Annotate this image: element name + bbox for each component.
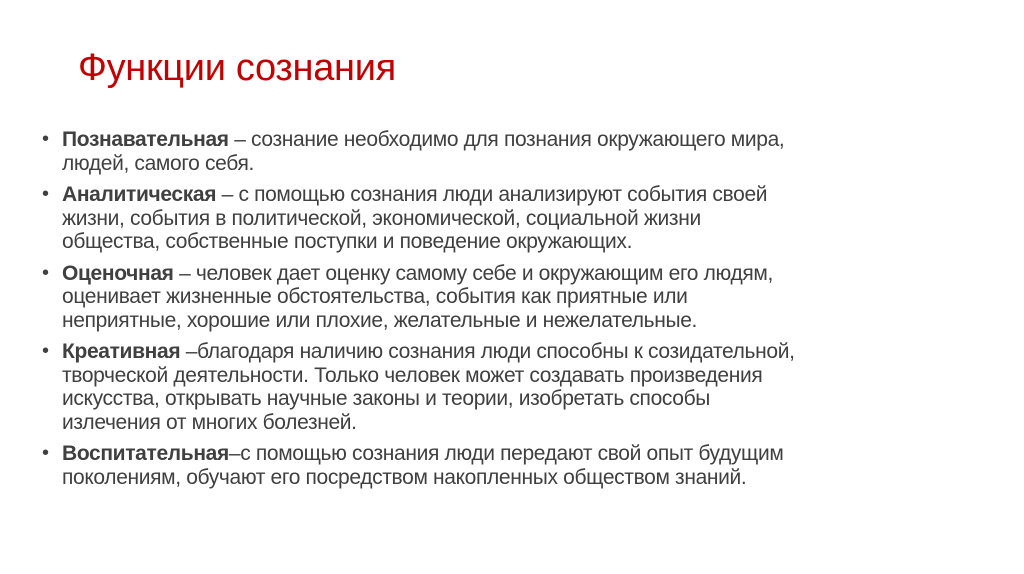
bullet-term: Оценочная [62,261,174,285]
bullet-line: неприятные, хорошие или плохие, желательные и нежелательные. [62,308,698,332]
bullet-line [62,262,990,286]
bullet-line [62,340,990,364]
bullet-line: людей, самого себя. [62,151,254,175]
bullet-text: – сознание необходимо для познания окружающего мира, [228,128,785,151]
bullet-term: Аналитическая [62,183,217,206]
bullet-dot-icon: • [42,442,49,464]
bullet-list [40,128,990,497]
bullet-line [62,128,990,152]
bullet-line: общества, собственные поступки и поведение окружающих. [62,230,633,253]
bullet-item-evaluative [40,262,990,333]
bullet-line: оценивает жизненные обстоятельства, события как приятные или [62,285,688,308]
bullet-item-educational [40,442,990,489]
bullet-dot-icon: • [42,261,49,284]
bullet-term: Познавательная [62,128,229,151]
bullet-line: искусства, открывать научные законы и теории, изобретать способы [62,387,711,410]
bullet-line [62,183,990,207]
bullet-dot-icon: • [42,340,49,362]
bullet-dot-icon: • [42,183,49,205]
bullet-item-analytical [40,183,990,254]
bullet-term: Воспитательная [62,442,229,465]
bullet-line [62,442,990,466]
bullet-line: творческой деятельности. Только человек может создавать произведения [62,363,763,387]
slide-title: Функции сознания [78,47,396,89]
bullet-term: Креативная [62,340,181,363]
bullet-line: излечения от многих болезней. [62,410,357,434]
bullet-text: – с помощью сознания люди анализируют события своей [216,183,768,206]
bullet-text: – человек дает оценку самому себе и окружающим его людям, [173,261,773,285]
bullet-item-cognitive [40,128,990,175]
bullet-text: –с помощью сознания люди передают свой опыт будущим [228,442,784,465]
bullet-text: –благодаря наличию сознания люди способны к созидательной, [180,340,795,363]
bullet-dot-icon: • [42,128,49,150]
bullet-line: жизни, события в политической, экономической, социальной жизни [62,206,701,230]
bullet-line: поколениям, обучают его посредством накопленных обществом знаний. [62,465,747,489]
bullet-item-creative [40,340,990,434]
